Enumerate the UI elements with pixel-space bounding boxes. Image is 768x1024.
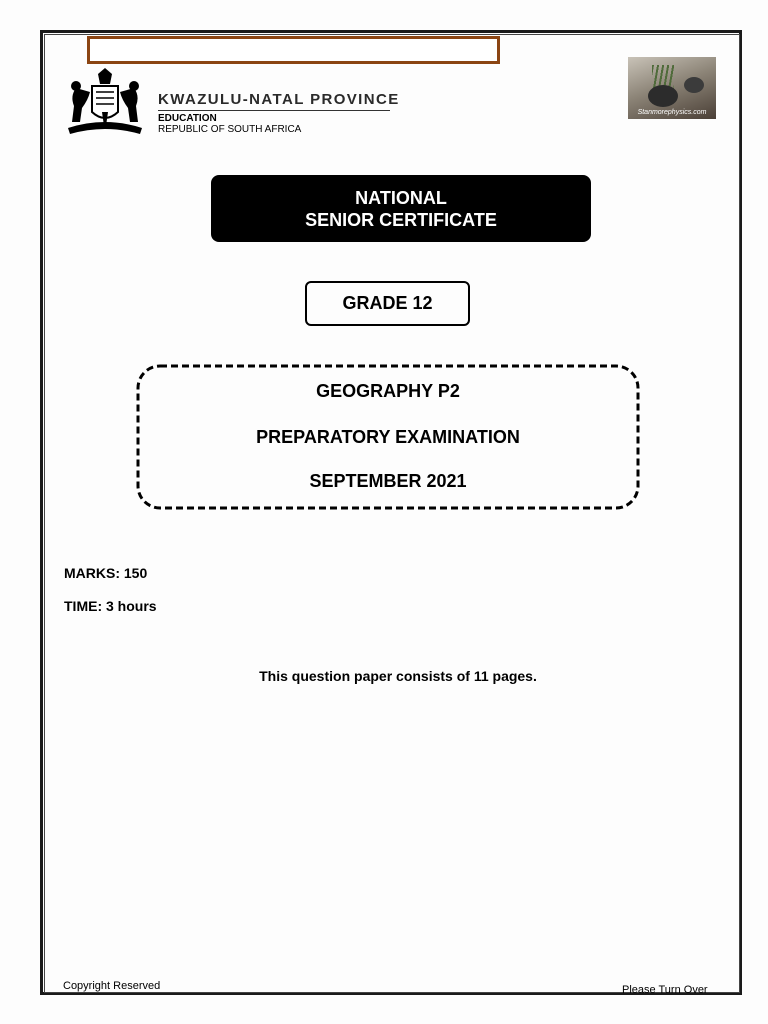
department-name: EDUCATION [158, 113, 217, 124]
subject-date: SEPTEMBER 2021 [309, 471, 467, 491]
footer-copyright: Copyright Reserved [63, 980, 161, 992]
certificate-line-1: NATIONAL [355, 187, 447, 208]
pages-note: This question paper consists of 11 pages. [259, 668, 537, 684]
time-label: TIME: 3 hours [64, 598, 157, 614]
subject-paper: GEOGRAPHY P2 [316, 381, 460, 401]
country-name: REPUBLIC OF SOUTH AFRICA [158, 124, 302, 135]
province-title: KWAZULU-NATAL PROVINCE [158, 91, 400, 108]
certificate-line-2: SENIOR CERTIFICATE [305, 209, 497, 230]
pot-icon [684, 77, 704, 93]
pot-icon [648, 85, 678, 107]
province-divider [158, 110, 390, 111]
grade-box: GRADE 12 [305, 281, 470, 326]
watermark-logo [628, 57, 716, 119]
watermark-text: Stanmorephysics.com [637, 109, 707, 116]
certificate-banner [211, 175, 591, 242]
header-blank-field [87, 36, 500, 64]
coat-of-arms-icon [62, 66, 148, 140]
subject-exam: PREPARATORY EXAMINATION [256, 427, 520, 447]
footer-turn-over: Please Turn Over [622, 984, 708, 996]
marks-label: MARKS: 150 [64, 565, 148, 581]
